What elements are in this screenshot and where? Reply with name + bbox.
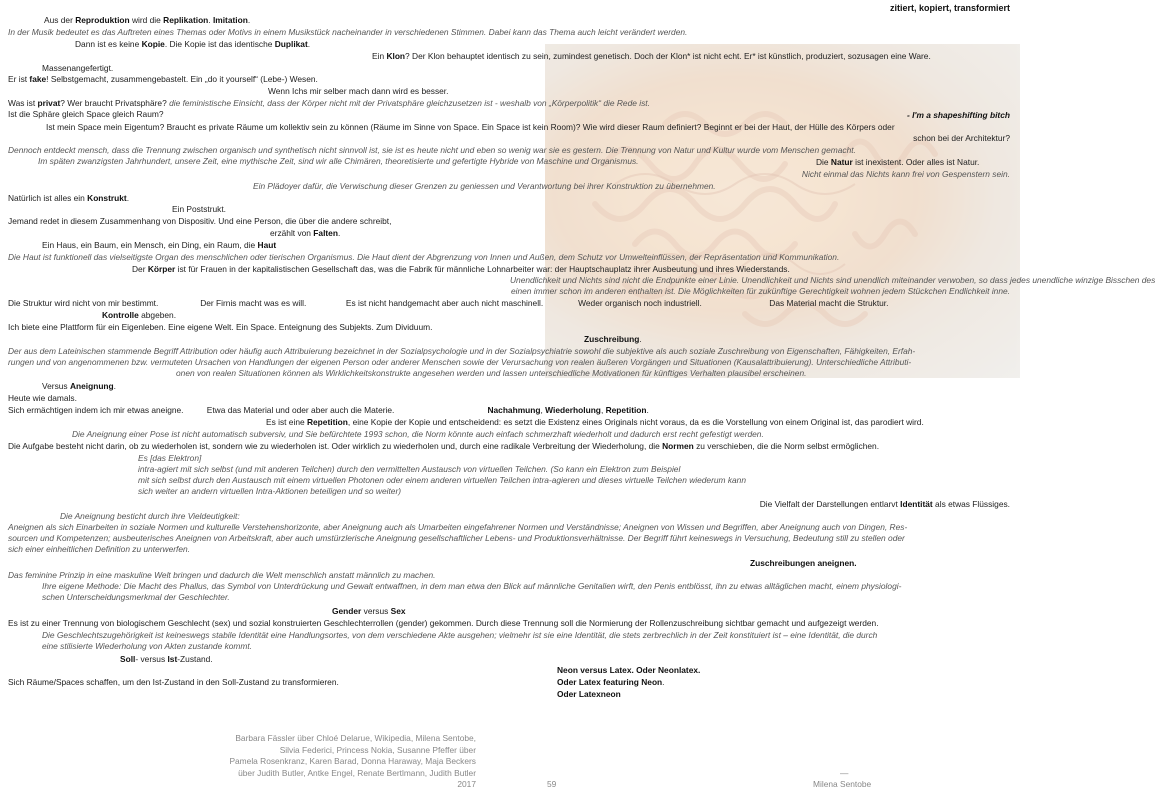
text-line: Neon versus Latex. Oder Neonlatex.	[557, 665, 701, 675]
text-line: Ein Haus, ein Baum, ein Mensch, ein Ding, ein Raum, die Haut	[42, 240, 277, 250]
credit-year: 2017	[457, 779, 476, 789]
text-line: Sich Räume/Spaces schaffen, um den Ist-Zustand in den Soll-Zustand zu transformieren.	[8, 677, 339, 687]
text-line: sourcen und Kompetenzen; ausbeuterisches Aneignen von Arbeitskraft, aber auch umstürzlerische Aneignung gesellschaftlicher Lebens- und Produktionsverhältnisse. Der Begriff führt keineswegs in Versuchung, Bedeutung still zu stellen oder	[8, 533, 905, 543]
text-line: Zuschreibungen aneignen.	[750, 558, 857, 568]
text-line: sich weiter an andern virtuellen Intra-Aktionen beteiligen und so weiter)	[138, 486, 402, 496]
text-line: Ist mein Space mein Eigentum? Braucht es private Räume um kollektiv sein zu können (Räume im Sinne von Space. Ein Space ist kein Room)? Wie wird dieser Raum definiert? Beginnt er bei der Haut, der Hülle des Körpers oder	[46, 122, 895, 132]
text-line: Die Aneignung einer Pose ist nicht automatisch subversiv, und Sie befürchtete 1993 schon, die Norm könnte auch einfach schmerzhaft wiederholt und dadurch erst recht gefestigt werden.	[72, 429, 764, 439]
text-line: Er ist fake! Selbstgemacht, zusammengebastelt. Ein „do it yourself“ (Lebe-) Wesen.	[8, 74, 318, 84]
text-line: Die Geschlechtszugehörigkeit ist keineswegs stabile Identität eine Handlungsortes, von dem verschiedene Akte ausgehen; vielmehr ist sie eine Identität, die stets zerbrechlich in der Zeit konstituiert ist – eine Identität, die durch	[42, 630, 878, 640]
text-line: Versus Aneignung.	[42, 381, 116, 391]
credit-line: Pamela Rosenkranz, Karen Barad, Donna Haraway, Maja Beckers	[229, 756, 476, 766]
text-line: schen Unterscheidungsmerkmal der Geschlechter.	[42, 592, 230, 602]
text-line: erzählt von Falten.	[270, 228, 341, 238]
text-line: Dann ist es keine Kopie. Die Kopie ist das identische Duplikat.	[75, 39, 311, 49]
text-line: Wenn Ichs mir selber mach dann wird es besser.	[268, 86, 449, 96]
text-line: Es [das Elektron]	[138, 453, 202, 463]
text-line: Unendlichkeit und Nichts sind nicht die Endpunkte einer Linie. Unendlichkeit und Nichts sind unendlich miteinander verwoben, so dass jedes unendliche winzige Bisschen des	[510, 275, 1155, 285]
text-line: mit sich selbst durch den Austausch mit einem virtuellen Photonen oder einem anderen virtuellen Teilchen intra-agieren und dieses virtuelle Teilchen wiederum kann	[138, 475, 746, 485]
text-line: Die Natur ist inexistent. Oder alles ist Natur.	[816, 157, 980, 167]
text-line: Das feminine Prinzip in eine maskuline Welt bringen und dadurch die Welt menschlich anstatt männlich zu machen.	[8, 570, 436, 580]
text-line: Heute wie damals.	[8, 393, 77, 403]
text-line: Es ist eine Repetition, eine Kopie der Kopie und entscheidend: es setzt die Existenz eines Originals nicht voraus, da es die Vorstellung von einem Original ist, das parodiert wird.	[266, 417, 924, 427]
text-line: Im späten zwanzigsten Jahrhundert, unsere Zeit, eine mythische Zeit, sind wir alle Chimären, theoretisierte und gefertigte Hybride von Maschine und Organismus.	[38, 156, 639, 166]
text-line: Was ist privat? Wer braucht Privatsphäre? die feministische Einsicht, dass der Körper nicht mit der Privatsphäre gleichzusetzen ist - weshalb von „Körperpolitik“ die Rede ist.	[8, 98, 650, 108]
text-line: Ich biete eine Plattform für ein Eigenleben. Eine eigene Welt. Ein Space. Enteignung des Subjekts. Zum Dividuum.	[8, 322, 433, 332]
text-line: Die Vielfalt der Darstellungen entlarvt Identität als etwas Flüssiges.	[759, 499, 1010, 509]
text-line: Nicht einmal das Nichts kann frei von Gespenstern sein.	[801, 169, 1010, 179]
text-line: Die Aufgabe besteht nicht darin, ob zu wiederholen ist, sondern wie zu wiederholen ist. Oder wirklich zu wiederholen und, durch eine radikale Verbreitung der Wiederholung, die Normen zu verschieben, die die Norm selbst ermöglichen.	[8, 441, 880, 451]
text-line: eine stilisierte Wiederholung von Akten zustande kommt.	[42, 641, 253, 651]
text-line: Massenangefertigt.	[42, 63, 114, 73]
page-number: 59	[547, 779, 557, 789]
text-line: Gender versus Sex	[332, 606, 406, 616]
text-line: Die Struktur wird nicht von mir bestimmt. Der Firnis macht was es will. Es ist nicht handgemacht aber auch nicht maschinell. Weder organisch noch industriell. Das Material macht die Struktur.	[8, 298, 889, 308]
text-line: Die Aneignung besticht durch ihre Vieldeutigkeit:	[60, 511, 240, 521]
credit-line: Barbara Fässler über Chloé Delarue, Wikipedia, Milena Sentobe,	[235, 733, 476, 743]
text-line: Sich ermächtigen indem ich mir etwas aneigne. Etwa das Material und oder aber auch die Materie. Nachahmung, Wiederholung, Repetition.	[8, 405, 649, 415]
text-line: Der Körper ist für Frauen in der kapitalistischen Gesellschaft das, was die Fabrik für männliche Lohnarbeiter war: der Hauptschauplatz ihrer Ausbeutung und ihres Wiederstands.	[132, 264, 790, 274]
text-line: Oder Latex featuring Neon.	[557, 677, 665, 687]
text-line: Die Haut ist funktionell das vielseitigste Organ des menschlichen oder tierischen Organismus. Die Haut dient der Abgrenzung von Innen und Außen, dem Schutz vor Umwelteinflüssen, der Repräsentation und Kommunikation.	[8, 252, 840, 262]
credit-line: Silvia Federici, Princess Nokia, Susanne Pfeffer über	[279, 744, 476, 755]
footer-credits	[190, 733, 476, 791]
text-line: rungen und von angenommenen bzw. vermuteten Ursachen von Handlungen der eigenen Person oder anderer Menschen sowie der Verursachung von realen äußeren Vorgängen und Situationen (Kausalattribuierung). Unterschiedliche Attributi-	[8, 357, 912, 367]
author-mark: —	[840, 768, 849, 778]
page-header-title: zitiert, kopiert, transformiert	[889, 3, 1010, 13]
text-line: Ein Poststrukt.	[172, 204, 226, 214]
text-line: Ein Plädoyer dafür, die Verwischung dieser Grenzen zu geniessen und Verantwortung bei ihrer Konstruktion zu übernehmen.	[253, 181, 716, 191]
text-line: - I'm a shapeshifting bitch	[907, 110, 1010, 120]
text-line: Dennoch entdeckt mensch, dass die Trennung zwischen organisch und synthetisch nicht sinnvoll ist, sie ist es heute nicht und eben so wenig war sie es gestern. Die Trennung von Natur und Kultur wurde vom Menschen gemacht.	[8, 145, 856, 155]
text-line: Oder Latexneon	[557, 689, 621, 699]
text-line: intra-agiert mit sich selbst (und mit anderen Teilchen) durch den vermittelten Austausch von virtuellen Teilchen. (So kann ein Elektron zum Beispiel	[138, 464, 681, 474]
text-line: Zuschreibung.	[584, 334, 642, 344]
text-line: Der aus dem Lateinischen stammende Begriff Attribution oder häufig auch Attribuierung bezeichnet in der Sozialpsychologie und in der Sozialpsychiatrie sowohl die subjektive als auch soziale Zuschreibung von Eigenschaften, Fähigkeiten, Erfah-	[8, 346, 916, 356]
text-line: Jemand redet in diesem Zusammenhang von Dispositiv. Und eine Person, die über die andere schreibt,	[8, 216, 392, 226]
text-line: In der Musik bedeutet es das Auftreten eines Themas oder Motivs in einem Musikstück nacheinander in verschiedenen Stimmen. Dabei kann das Thema auch leicht verändert werden.	[8, 27, 688, 37]
text-line: sich einer einheitlichen Definition zu unterwerfen.	[8, 544, 191, 554]
text-line: Aneignen als sich Einarbeiten in soziale Normen und kulturelle Verstehenshorizonte, aber Aneignung auch als Umarbeiten eingefahrener Normen und Verständnisse; Aneignen von Wissen und Begriffen, aber Aneignung auch von Dingen, Res-	[8, 522, 908, 532]
text-line: Aus der Reproduktion wird die Replikation. Imitation.	[44, 15, 251, 25]
brain-texture-image	[545, 44, 1020, 378]
brain-texture-svg	[545, 44, 1020, 378]
text-line: Ein Klon? Der Klon behauptet identisch zu sein, zumindest genetisch. Doch der Klon* ist nicht echt. Er* ist künstlich, produziert, sozusagen eine Ware.	[372, 51, 931, 61]
author-name: Milena Sentobe	[813, 779, 872, 789]
credit-line: über Judith Butler, Antke Engel, Renate Bertlmann, Judith Butler	[238, 767, 476, 778]
text-line: Kontrolle abgeben.	[102, 310, 177, 320]
text-line: Ihre eigene Methode: Die Macht des Phallus, das Symbol von Unterdrückung und Gewalt entwaffnen, in dem man etwa den Blick auf männliche Genitalien wirft, den Penis entblösst, ihn zu etwas alltäglichen macht, einem physiologi-	[42, 581, 902, 591]
text-line: Es ist zu einer Trennung von biologischem Geschlecht (sex) und sozial konstruierten Geschlechterrollen (gender) gekommen. Durch diese Trennung soll die Normierung der Rollenzuschreibung sichtbar gemacht und aufgezeigt werden.	[8, 618, 879, 628]
text-line: einen immer schon im anderen enthalten ist. Die Möglichkeiten für zukünftige Gerechtigkeit wohnen jedem Stückchen Endlichkeit inne.	[510, 286, 1010, 296]
text-line: Soll- versus Ist-Zustand.	[120, 654, 213, 664]
text-line: onen von realen Situationen können als Wirklichkeitskonstrukte angesehen werden und lassen unterschiedliche Motivationen für künftiges Verhalten plausibel erscheinen.	[176, 368, 807, 378]
text-line: Ist die Sphäre gleich Space gleich Raum?	[8, 109, 164, 119]
text-line: schon bei der Architektur?	[913, 133, 1010, 143]
text-line: Natürlich ist alles ein Konstrukt.	[8, 193, 130, 203]
